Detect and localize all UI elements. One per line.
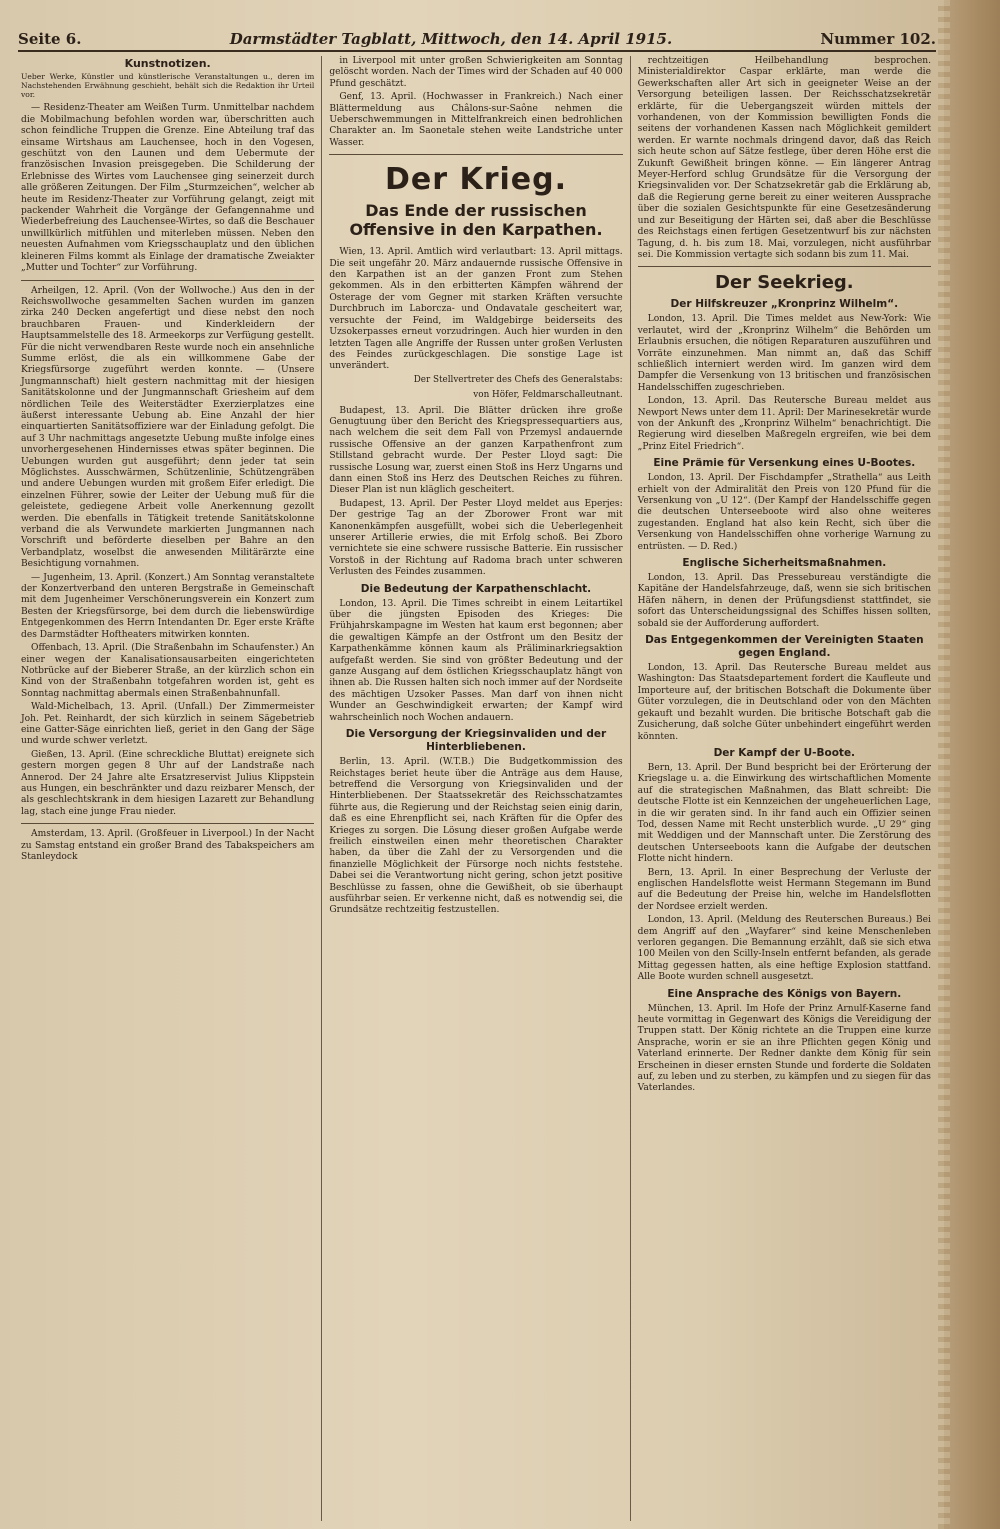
column-2	[321, 56, 629, 1521]
heading-koenig-bayern: Eine Ansprache des Königs von Bayern.	[667, 987, 902, 1000]
article-wayfarer: London, 13. April. (Meldung des Reuterschen Bureaus.) Bei dem Angriff auf den „Wayfarer“ sind keine Menschenleben verloren gegangen. Die Bemannung erzählt, daß sie sich etwa 100 Meilen von den Scilly-Inseln entfernt befanden, als gerade Mittag gegessen hatten, als eine heftige Explosion stattfand. Alle Boote wurden schnell ausgesetzt.	[637, 915, 931, 983]
editorial-note: Ueber Werke, Künstler und künstlerische Veranstaltungen u., deren im Nachstehenden Erwähnung geschieht, behält sich die Redaktion ihr Urteil vor.	[21, 72, 315, 100]
signature-line-2: von Höfer, Feldmarschalleutnant.	[473, 390, 623, 401]
heading-u-boote: Der Kampf der U-Boote.	[713, 746, 856, 759]
column-1	[14, 56, 321, 1521]
article-arheilgen: Arheilgen, 12. April. (Von der Wollwoche.) Aus den in der Reichswollwoche gesammelten Sachen wurden im ganzen zirka 240 Decken angefertigt und diese nebst den noch brauchbaren Frauen- und Kinderkleidern der Hauptsammelstelle des 18. Armeekorps zur Verfügung gestellt. Für die nicht verwendbaren Reste wurde noch ein ansehnliche Summe erlöst, die als ein willkommene Gabe der Kriegsfürsorge zugeführt werden konnte. — (Unsere Jungmannschaft) hielt gestern nachmittag mit der hiesigen Sanitätskolonne und der Jungmannschaft Griesheim auf dem nördlichen Teile des Weiterstädter Exerzierplatzes eine äußerst interessante Uebung ab. Eine Anzahl der hier einquartierten Sanitätsoffiziere war der Einladung gefolgt. Die auf 3 Uhr nachmittags angesetzte Uebung mußte infolge eines unvorhergesehenen Hindernisses etwas später beginnen. Die Uebungen wurden gut ausgeführt; denn jeder tat sein Möglichstes. Ausschwärmen, Schützenlinie, Schützengräben und andere Uebungen wurden mit großem Eifer erledigt. Die einzelnen Führer, sowie der Leiter der Uebung muß für die geleistete, gediegene Arbeit volle Anerkennung gezollt werden. Die ebenfalls in Tätigkeit tretende Sanitätskolonne verband die als Verwundete markierten Jungmannen nach Vorschrift und beförderte dieselben per Bahre an den Verbandplatz, woselbst die anwesenden Militärärzte eine Besichtigung vornahmen.	[21, 285, 315, 570]
section-heading-kunstnotizen: Kunstnotizen.	[124, 57, 211, 70]
heading-praemie: Eine Prämie für Versenkung eines U-Bootes.	[653, 457, 916, 470]
heading-vereinigte-staaten: Das Entgegenkommen der Vereinigten Staaten gegen England.	[645, 634, 924, 660]
divider	[638, 266, 931, 267]
article-budapest-1: Budapest, 13. April. Die Blätter drücken ihre große Genugtuung über den Bericht des Kriegspressequartiers aus, nach welchem die seit dem Fall von Przemysl andauernde russische Offensive an der ganzen Karpathenfront zum Stillstand gebracht wurde. Der Pester Lloyd sagt: Die russische Losung war, zuerst einen Stoß ins Herz Ungarns und dann einen Stoß ins Herz des Deutschen Reiches zu führen. Dieser Plan ist nun kläglich gescheitert.	[329, 405, 623, 496]
divider	[21, 280, 314, 281]
heading-kriegsinvaliden: Die Versorgung der Kriegsinvaliden und der Hinterbliebenen.	[345, 728, 607, 754]
article-wald-michelbach: Wald-Michelbach, 13. April. (Unfall.) Der Zimmermeister Joh. Pet. Reinhardt, der sich kürzlich in seinem Sägebetrieb eine Gatter-Säge einrichten ließ, geriet in den Gang der Säge und wurde schwer verletzt.	[21, 702, 315, 747]
article-residenz-theater: — Residenz-Theater am Weißen Turm. Unmittelbar nachdem die Mobilmachung befohlen worden war, überschritten auch schon feindliche Truppen die Grenze. Eine Abteilung traf das einsame Wirtshaus am Lauchensee, hoch in den Vogesen, geschützt von den Launen und dem Uebermute der französischen Invasion preisgegeben. Die Schilderung der Erlebnisse des Wirtes vom Lauchensee ging seinerzeit durch alle größeren Zeitungen. Der Film „Sturmzeichen“, welcher ab heute im Residenz-Theater zur Vorführung gelangt, zeigt mit packender Wahrheit die Vorgänge der Gefangennahme und Wiederbefreiung des Lauchensee-Wirtes, so daß die Beschauer unwillkürlich mitfühlen und miterleben müssen. Neben den neuesten Aufnahmen vom Kriegsschauplatz und den üblichen kleineren Films kommt als Einlage der dramatische Zweiakter „Mutter und Tochter“ zur Vorführung.	[21, 103, 315, 274]
article-bern-2: Bern, 13. April. In einer Besprechung der Verluste der englischen Handelsflotte weist Hermann Stegemann im Bund auf die Bedeutung der Preise hin, welche im Handelsflotten der Nordsee erzielt werden.	[637, 867, 931, 912]
columns	[14, 56, 938, 1521]
heading-kronprinz-wilhelm: Der Hilfskreuzer „Kronprinz Wilhelm“.	[670, 298, 899, 311]
heading-sicherheit: Englische Sicherheitsmaßnahmen.	[682, 557, 887, 570]
paper-title: Darmstädter Tagblatt, Mittwoch, den 14. April 1915.	[229, 30, 673, 48]
article-washington: London, 13. April. Das Reutersche Bureau meldet aus Washington: Das Staatsdepartement fordert die Kaufleute und Importeure auf, der britischen Botschaft die Dokumente über Güter vorzulegen, die in Deutschland oder von den Mächten gekauft und bezahlt wurden. Die britische Botschaft gab die Zusicherung, daß solche Güter unbehindert eingeführt werden könnten.	[637, 663, 931, 742]
article-liverpool-cont: in Liverpool mit unter großen Schwierigkeiten am Sonntag gelöscht worden. Nach der Times wird der Schaden auf 40 000 Pfund geschätzt.	[329, 56, 623, 89]
article-muenchen: München, 13. April. Im Hofe der Prinz Arnulf-Kaserne fand heute vormittag in Gegenwart des Königs die Vereidigung der Truppen statt. Der König richtete an die Truppen eine kurze Ansprache, worin er sie an ihre Pflichten gegen König und Vaterland erinnerte. Der Redner dankte dem König für sein Erscheinen in dieser ernsten Stunde und forderte die Soldaten auf, zu leben und zu sterben, zu kämpfen und zu siegen für das Vaterlandes.	[637, 1003, 931, 1094]
article-berlin-budget: Berlin, 13. April. (W.T.B.) Die Budgetkommission des Reichstages beriet heute über die Anträge aus dem Hause, betreffend die Versorgung von Kriegsinvaliden und der Hinterbliebenen. Der Staatssekretär des Reichsschatzamtes führte aus, die Regierung und der Reichstag seien einig darin, daß es eine Ehrenpflicht sei, nach Kräften für die Opfer des Krieges zu sorgen. Die Lösung dieser großen Aufgabe werde freilich einstweilen einen mehr theoretischen Charakter haben, da über die Zahl der zu Versorgenden und die finanzielle Möglichkeit der Fürsorge noch nichts feststehe. Dabei sei die Verantwortung nicht gering, schon jetzt positive Beschlüsse zu fassen, ohne die Gewißheit, ob sie überhaupt ausführbar seien. Er verkenne nicht, daß es notwendig sei, die Grundsätze rechtzeitig festzustellen.	[329, 757, 623, 916]
subheadline-karpathen: Das Ende der russischen Offensive in den Karpathen.	[349, 201, 603, 240]
column-3	[630, 56, 938, 1521]
article-budapest-2: Budapest, 13. April. Der Pester Lloyd meldet aus Eperjes: Der gestrige Tag an der Zborower Front war mit Kanonenkämpfen ausgefüllt, wobei sich die Ueberlegenheit unserer Artillerie erwies, die mit Erfolg schoß. Bei Zboro vernichtete sie eine schwere russische Batterie. Ein russischer Vorstoß in der Richtung auf Radoma brach unter schweren Verlusten des Feindes zusammen.	[329, 498, 623, 578]
divider	[21, 823, 314, 824]
signature-line-1: Der Stellvertreter des Chefs des Generalstabs:	[413, 374, 623, 385]
torn-edge	[938, 0, 950, 1529]
article-london-times: London, 13. April. Die Times schreibt in einem Leitartikel über die jüngsten Episoden des Krieges: Die Frühjahrskampagne im Westen hat kaum erst begonnen; aber die gewaltigen Kämpfe an der Ostfront um den Besitz der Karpathenkämme können kaum als Präliminarkriegsaktion aufgefaßt werden. Sie sind von größter Bedeutung und der ganze Ausgang auf dem östlichen Kriegsschauplatz hängt von ihnen ab. Die Russen halten sich noch immer auf der Nordseite des mächtigen Uzsoker Passes. Man darf von ihnen nicht Wunder an Geschwindigkeit erwarten; der Kampf wird wahrscheinlich noch Wochen andauern.	[329, 598, 623, 723]
heading-karpathenschlacht: Die Bedeutung der Karpathenschlacht.	[360, 582, 592, 595]
article-strathella: London, 13. April. Der Fischdampfer „Strathella“ aus Leith erhielt von der Admiralität den Preis von 120 Pfund für die Versenkung von „U 12“. (Der Kampf der Handelsschiffe gegen die deutschen Unterseeboote wird also ohne weiteres zugestanden. England hat also kein Recht, sich über die Versenkung von Handelsschiffen ohne vorherige Warnung zu entrüsten. — D. Red.)	[637, 473, 931, 552]
article-london-newyork: London, 13. April. Die Times meldet aus New-York: Wie verlautet, wird der „Kronprinz Wilhelm“ die Behörden um Erlaubnis ersuchen, die nötigen Reparaturen auszuführen und Vorräte einzunehmen. Man nimmt an, daß das Schiff schließlich interniert werden wird. Im ganzen wird dem Dampfer die Versenkung von 13 britischen und französischen Handelsschiffen zugeschrieben.	[637, 314, 931, 393]
article-jugenheim: — Jugenheim, 13. April. (Konzert.) Am Sonntag veranstaltete der Konzertverband den unteren Bergstraße in Gemeinschaft mit dem Jugenheimer Verschönerungsverein ein Konzert zum Besten der Kriegsfürsorge, bei dem durch die liebenswürdige Entgegenkommen des Herrn Intendanten Dr. Eger erste Kräfte des Darmstädter Hoftheaters mitwirken konnten.	[21, 572, 315, 640]
article-pressebureau: London, 13. April. Das Pressebureau verständigte die Kapitäne der Handelsfahrzeuge, daß, wenn sie sich britischen Häfen nähern, in denen der Prüfungsdienst stattfindet, sie sofort das Unterscheidungssignal des Schiffes hissen sollten, sobald sie der Aufforderung auffordert.	[637, 573, 931, 629]
article-london-newport: London, 13. April. Das Reutersche Bureau meldet aus Newport News unter dem 11. April: Der Marinesekretär wurde von der Ankunft des „Kronprinz Wilhelm“ benachrichtigt. Die Regierung wird dieselben Maßregeln ergreifen, wie bei dem „Prinz Eitel Friedrich“.	[637, 396, 931, 452]
article-wien: Wien, 13. April. Amtlich wird verlautbart: 13. April mittags. Die seit ungefähr 20. März andauernde russische Offensive in den Karpathen ist an der ganzen Front zum Stehen gekommen. Als in den erbitterten Kämpfen während der Osterage der vom Gegner mit starken Kräften versuchte Durchbruch im Laborcza- und Ondavatale gescheitert war, versuchte der Feind, im Waldgebirge beiderseits des Uzsokerpasses erneut vorzudringen. Auch hier wurden in den letzten Tagen alle Angriffe der Russen unter großen Verlusten des Feindes zurückgeschlagen. Die sonstige Lage ist unverändert.	[329, 247, 623, 372]
article-amsterdam: Amsterdam, 13. April. (Großfeuer in Liverpool.) In der Nacht zu Samstag entstand ein großer Brand des Tabakspeichers am Stanleydock	[21, 829, 315, 862]
paper-edge	[944, 0, 1000, 1529]
article-giessen: Gießen, 13. April. (Eine schreckliche Bluttat) ereignete sich gestern morgen gegen 8 Uhr auf der Landstraße nach Annerod. Der 24 Jahre alte Ersatzreservist Julius Klippstein aus Hungen, ein beschränkter und dazu reizbarer Mensch, der als geschlechtskrank in dem hiesigen Lazarett zur Behandlung lag, stach eine junge Frau nieder.	[21, 749, 315, 817]
headline-der-seekrieg: Der Seekrieg.	[715, 272, 854, 294]
page-header	[18, 28, 936, 52]
issue-number: Nummer 102.	[820, 30, 936, 48]
headline-der-krieg: Der Krieg.	[384, 162, 567, 198]
article-offenbach: Offenbach, 13. April. (Die Straßenbahn im Schaufenster.) An einer wegen der Kanalisationsausarbeiten eingerichteten Notbrücke auf der Bieberer Straße, an der kürzlich schon ein Kind von der Straßenbahn totgefahren worden ist, geht es Sonntag nachmittag abermals einen Straßenbahnunfall.	[21, 643, 315, 699]
article-budget-cont: rechtzeitigen Heilbehandlung besprochen. Ministerialdirektor Caspar erklärte, man werde die Gewerkschaften aller Art sich in geeigneter Weise an der Versorgung beteiligen lassen. Der Reichsschatzsekretär erklärte, für die Uebergangszeit würden mittels der vorhandenen, von der Kommission bewilligten Fonds die seitens der vorhandenen Kassen nach Möglichkeit gemildert werden. Er warnte nochmals dringend davor, daß das Reich sich heute schon auf Sätze festlege, über deren Höhe erst die Zukunft Gewißheit bringen könne. — Ein längerer Antrag Meyer-Herford schlug Grundsätze für die Versorgung der Kriegsinvaliden vor. Der Schatzsekretär gab die Erklärung ab, daß die Regierung gerne bereit zu einer weiteren Aussprache über die sozialen Gesichtspunkte für eine Gesetzesänderung und zur Beseitigung der Härten sei, daß aber die Beschlüsse des Reichstags einen fertigen Gesetzentwurf bis zur nächsten Tagung, d. h. bis zum 18. Mai, vorzulegen, nicht ausführbar sei. Die Kommission vertagte sich sodann bis zum 11. Mai.	[637, 56, 931, 260]
article-genf: Genf, 13. April. (Hochwasser in Frankreich.) Nach einer Blättermeldung aus Châlons-sur-Saône nehmen die Ueberschwemmungen in Mittelfrankreich einen bedrohlichen Charakter an. Im Saonetale stehen weite Landstriche unter Wasser.	[329, 92, 623, 148]
page-number: Seite 6.	[18, 30, 82, 48]
article-bern-1: Bern, 13. April. Der Bund bespricht bei der Erörterung der Kriegslage u. a. die Einwirkung des wirtschaftlichen Momente auf die strategischen Maßnahmen, das Blatt schreibt: Die deutsche Flotte ist ein Kennzeichen der ungeheuerlichen Lage, in die wir geraten sind. In ihr fand auch ein Offizier seinen Tod, dessen Name mit Recht unsterblich wurde. „U 29“ ging mit Weddigen und der Mannschaft unter. Die Zerstörung des deutschen Unterseeboots kann die Aufgabe der deutschen Flotte nicht hindern.	[637, 762, 931, 865]
divider	[329, 154, 622, 155]
